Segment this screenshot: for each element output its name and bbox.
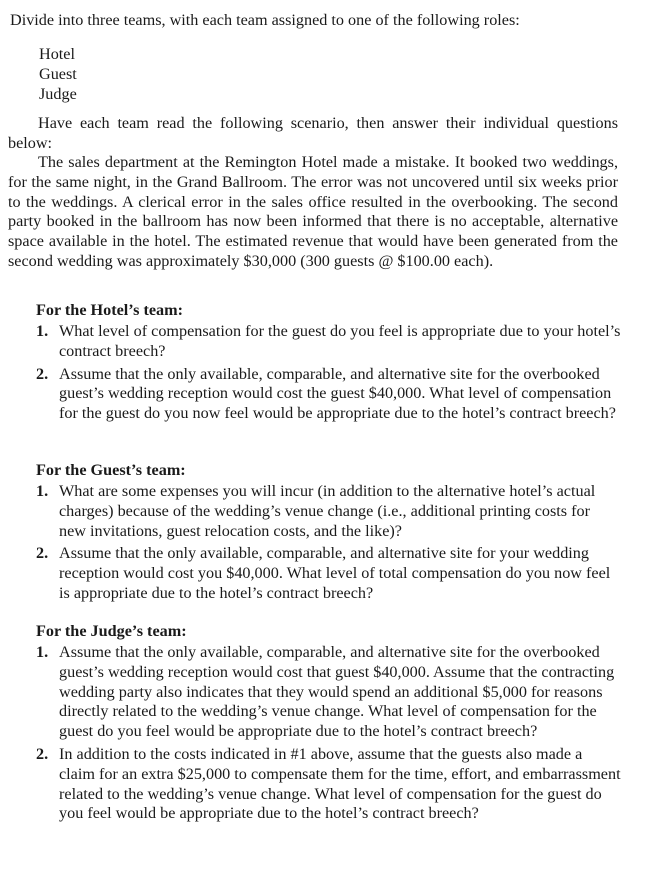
instructions-paragraph: Have each team read the following scenario, then answer their individual questions below:	[8, 114, 618, 152]
roles-list	[39, 45, 77, 105]
question-text: Assume that the only available, comparable, and alternative site for the overbooked guest’s wedding reception would cost the guest $40,000. What level of compensation for the guest do you now feel would be appropriate due to the hotel’s contract breech?	[59, 364, 616, 423]
question-text: In addition to the costs indicated in #1 above, assume that the guests also made a claim for an extra $25,000 to compensate them for the time, effort, and embarrassment related to the wedding’s venue change. What level of compensation for the guest do you feel would be appropriate due to the hotel’s contract breech?	[59, 744, 621, 823]
question-text: Assume that the only available, comparable, and alternative site for your wedding reception would cost you $40,000. What level of total compensation do you now feel is appropriate due to the hotel’s contract breech?	[59, 544, 611, 602]
question-item	[36, 745, 621, 824]
guest-team-section	[36, 461, 621, 607]
question-item	[36, 365, 621, 424]
question-number: 2.	[36, 544, 49, 563]
scenario-paragraph: The sales department at the Remington Hotel made a mistake. It booked two weddings, for the same night, in the Grand Ballroom. The error was not uncovered until six weeks prior to the weddings. A clerical error in the sales office resulted in the overbooking. The second party booked in the ballroom has now been informed that there is no acceptable, alternative space available in the hotel. The estimated revenue that would have been generated from the second wedding was approximately $30,000 (300 guests @ $100.00 each).	[8, 153, 618, 270]
question-number: 1.	[36, 643, 49, 661]
question-text: What level of compensation for the guest do you feel is appropriate due to your hotel’s contract breech?	[59, 322, 621, 360]
section-heading: For the Judge’s team:	[36, 622, 187, 640]
question-text: What are some expenses you will incur (in addition to the alternative hotel’s actual charges) because of the wedding’s venue change (i.e., additional printing costs for new invitations, guest relocation costs, and the like)?	[59, 482, 596, 540]
question-item	[36, 643, 621, 742]
question-number: 2.	[36, 364, 49, 383]
question-text: Assume that the only available, comparable, and alternative site for the overbooked guest’s wedding reception would cost that guest $40,000. Assume that the contracting wedding party also indicates that they would spend an additional $5,000 for reasons directly related to the wedding’s venue change. What level of compensation for the guest do you feel would be appropriate due to the hotel’s contract breech?	[59, 643, 615, 741]
role-hotel: Hotel	[39, 45, 75, 63]
question-item	[36, 482, 621, 541]
question-number: 1.	[36, 482, 49, 500]
role-judge: Judge	[39, 85, 77, 103]
question-item	[36, 322, 621, 362]
section-heading: For the Hotel’s team:	[36, 301, 183, 319]
section-heading: For the Guest’s team:	[36, 461, 186, 479]
judge-team-section	[36, 622, 621, 827]
intro-text: Divide into three teams, with each team assigned to one of the following roles:	[10, 11, 520, 29]
question-item	[36, 544, 621, 603]
question-number: 2.	[36, 744, 49, 763]
role-guest: Guest	[39, 65, 77, 83]
question-number: 1.	[36, 322, 49, 340]
hotel-team-section	[36, 301, 621, 427]
